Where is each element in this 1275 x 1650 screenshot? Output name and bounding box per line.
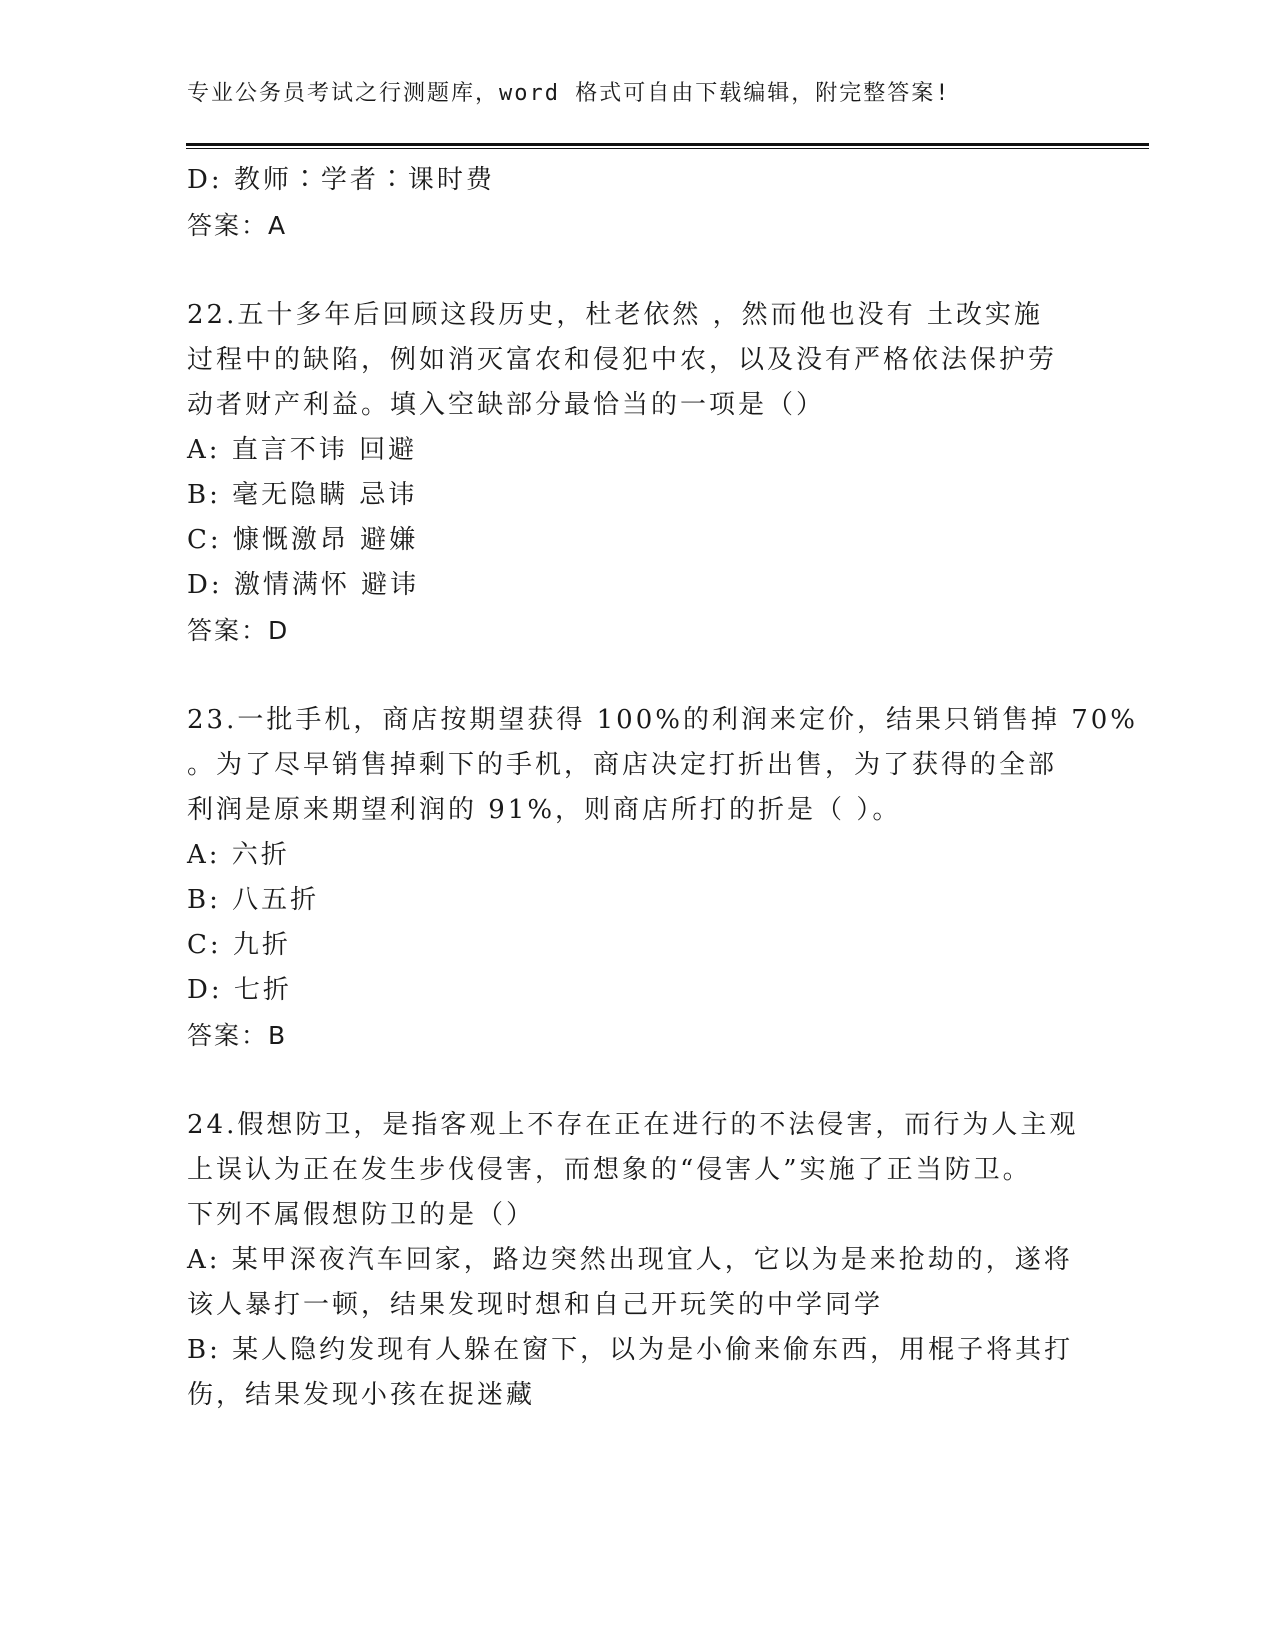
question-22 [187, 293, 1087, 653]
q23-option-b: B: 八五折 [187, 885, 320, 915]
q22-option-d: D: 激情满怀 避讳 [187, 570, 420, 600]
question-23 [187, 698, 1138, 1058]
q24-option-a: A: 某甲深夜汽车回家，路边突然出现宜人，它以为是来抢劫的，遂将 [187, 1245, 1073, 1275]
q23-option-d: D: 七折 [187, 975, 292, 1005]
page-header: 专业公务员考试之行测题库，word 格式可自由下载编辑，附完整答案! [187, 81, 951, 106]
question-gap [187, 1058, 1087, 1103]
q22-answer: 答案：D [187, 616, 290, 645]
q23-stem-line: 23.一批手机，商店按期望获得 100%的利润来定价，结果只销售掉 70% [187, 705, 1138, 735]
q21-answer: 答案：A [187, 211, 288, 240]
q24-option-b-cont: 伤，结果发现小孩在捉迷藏 [187, 1380, 536, 1410]
q24-option-b: B: 某人隐约发现有人躲在窗下，以为是小偷来偷东西，用棍子将其打 [187, 1335, 1074, 1365]
q22-option-a: A: 直言不讳 回避 [187, 435, 418, 465]
q24-stem-line: 下列不属假想防卫的是（） [187, 1200, 536, 1230]
q22-stem-line: 动者财产利益。填入空缺部分最恰当的一项是（） [187, 390, 826, 420]
q23-answer: 答案：B [187, 1021, 288, 1050]
q22-stem-line: 22.五十多年后回顾这段历史，杜老依然 ，然而他也没有 土改实施 [187, 300, 1043, 330]
q23-option-c: C: 九折 [187, 930, 291, 960]
q21-option-d: D: 教师∶学者∶课时费 [187, 165, 495, 195]
q24-stem-line: 24.假想防卫，是指客观上不存在正在进行的不法侵害，而行为人主观 [187, 1110, 1079, 1140]
header-divider [186, 143, 1149, 149]
document-body [187, 158, 1138, 1418]
q23-stem-line: 。为了尽早销售掉剩下的手机，商店决定打折出售，为了获得的全部 [187, 750, 1058, 780]
q22-option-c: C: 慷慨激昂 避嫌 [187, 525, 419, 555]
q23-option-a: A: 六折 [187, 840, 290, 870]
q22-option-b: B: 毫无隐瞒 忌讳 [187, 480, 418, 510]
question-24 [187, 1103, 1087, 1418]
q24-stem-line: 上误认为正在发生步伐侵害，而想象的“侵害人”实施了正当防卫。 [187, 1155, 1032, 1185]
question-gap [187, 653, 1087, 698]
q23-stem-line: 利润是原来期望利润的 91%，则商店所打的折是（ ）。 [187, 795, 902, 825]
q22-stem-line: 过程中的缺陷，例如消灭富农和侵犯中农，以及没有严格依法保护劳 [187, 345, 1058, 375]
question-gap [187, 248, 1087, 293]
q24-option-a-cont: 该人暴打一顿，结果发现时想和自己开玩笑的中学同学 [187, 1290, 884, 1320]
